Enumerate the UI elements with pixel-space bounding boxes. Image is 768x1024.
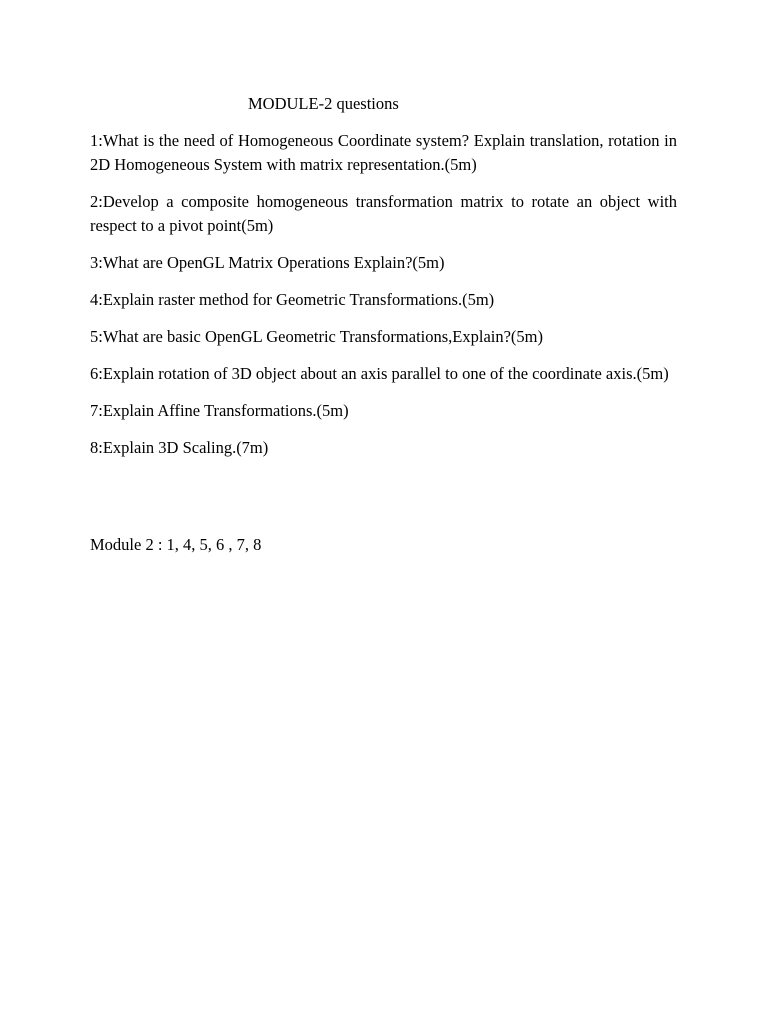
question-item-3: 3:What are OpenGL Matrix Operations Explain?(5m)	[90, 253, 445, 272]
question-list	[90, 129, 677, 473]
question-item-7: 7:Explain Affine Transformations.(5m)	[90, 401, 349, 420]
question-item-4: 4:Explain raster method for Geometric Transformations.(5m)	[90, 290, 495, 309]
question-item-8: 8:Explain 3D Scaling.(7m)	[90, 438, 269, 457]
question-item-5: 5:What are basic OpenGL Geometric Transformations,Explain?(5m)	[90, 327, 544, 346]
question-item-2: 2:Develop a composite homogeneous transformation matrix to rotate an object with respect to a pivot point(5m)	[90, 192, 677, 235]
question-item-6: 6:Explain rotation of 3D object about an axis parallel to one of the coordinate axis.(5m)	[90, 364, 669, 383]
question-item-1: 1:What is the need of Homogeneous Coordinate system? Explain translation, rotation in 2D Homogeneous System with matrix representation.(5m)	[90, 131, 677, 174]
page-title: MODULE-2 questions	[248, 94, 399, 113]
module-summary: Module 2 : 1, 4, 5, 6 , 7, 8	[90, 535, 262, 554]
